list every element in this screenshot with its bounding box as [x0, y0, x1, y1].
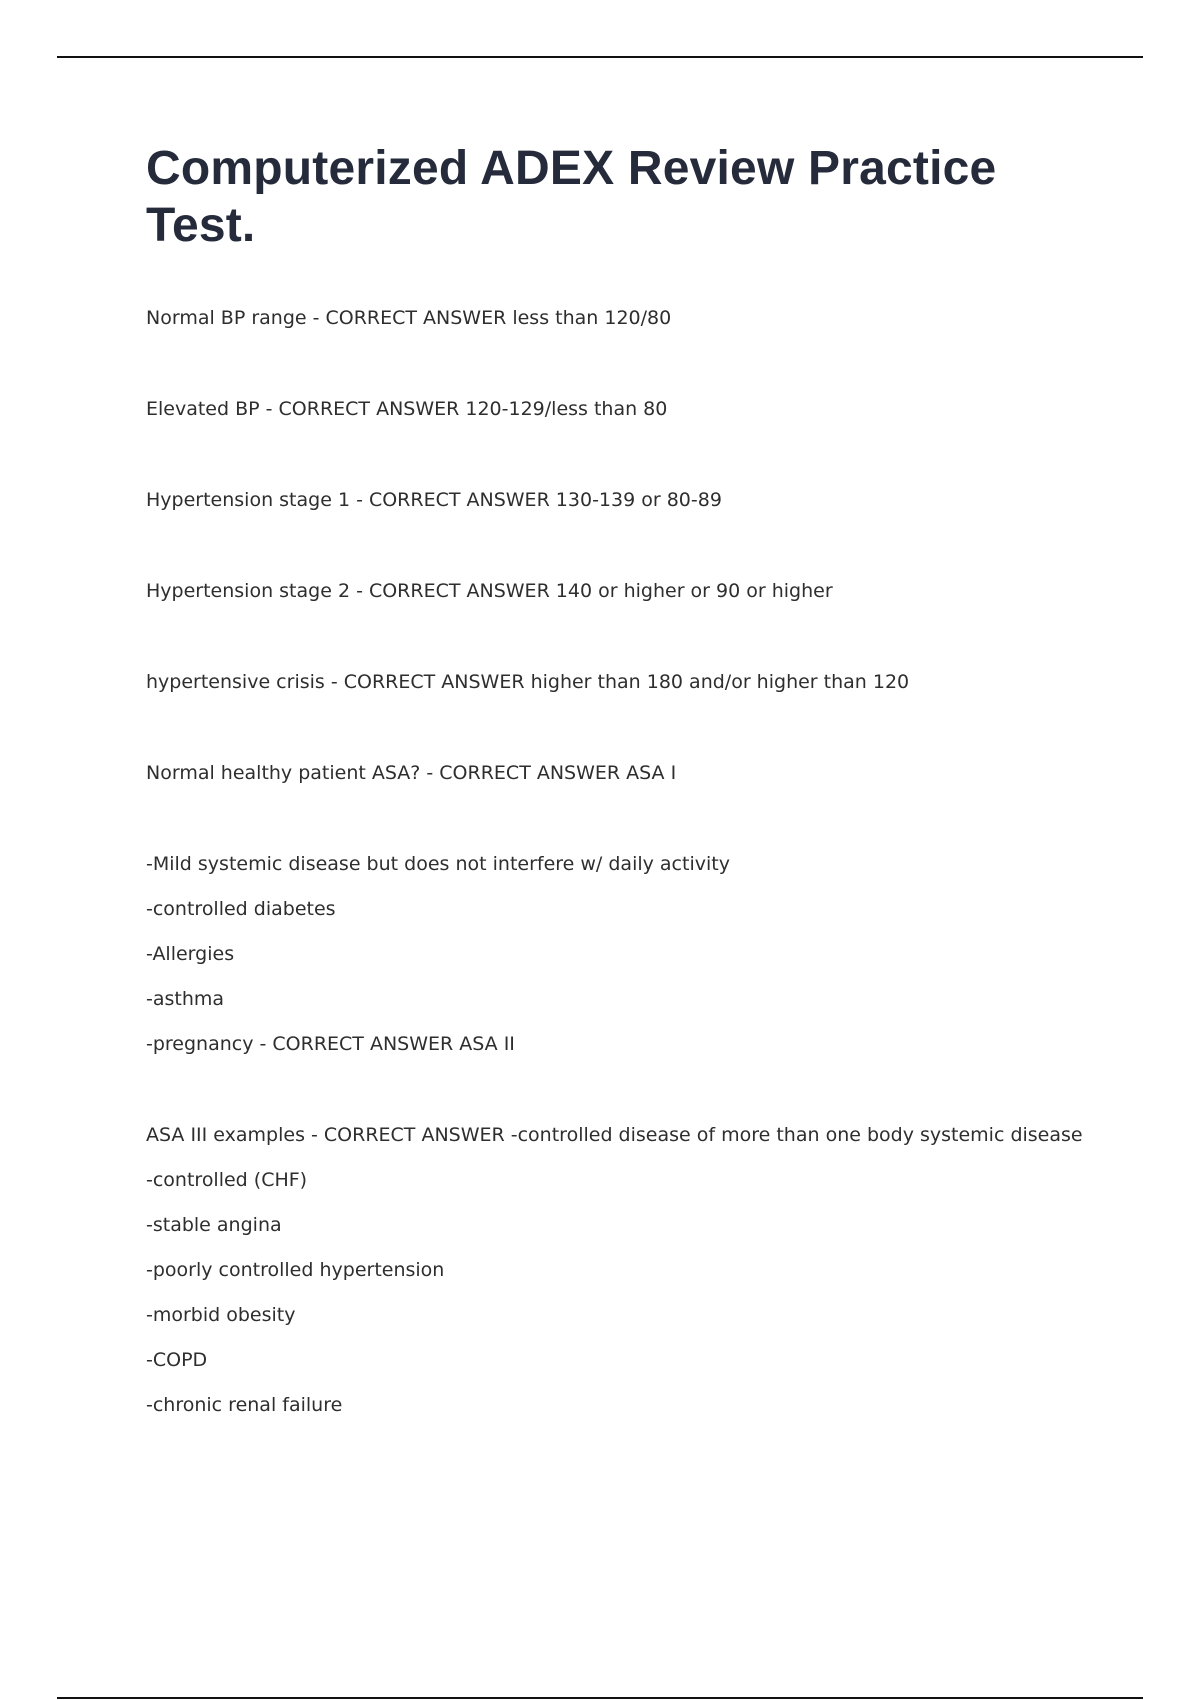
bottom-rule — [57, 1697, 1143, 1699]
qa-line: -Mild systemic disease but does not interfere w/ daily activity — [146, 853, 730, 875]
qa-item-hypertension-stage-1 — [146, 478, 1066, 523]
qa-item-hypertension-stage-2 — [146, 569, 1066, 614]
qa-line: Hypertension stage 2 - CORRECT ANSWER 140 or higher or 90 or higher — [146, 580, 833, 602]
qa-line: -chronic renal failure — [146, 1394, 343, 1416]
qa-item-asa-ii — [146, 842, 1066, 1067]
qa-line: -pregnancy - CORRECT ANSWER ASA II — [146, 1033, 515, 1055]
qa-line: -Allergies — [146, 943, 235, 965]
qa-item-asa-iii — [146, 1113, 1083, 1428]
qa-line: Elevated BP - CORRECT ANSWER 120-129/less than 80 — [146, 398, 668, 420]
qa-item-elevated-bp — [146, 387, 1066, 432]
qa-item-normal-bp — [146, 296, 1066, 341]
qa-line: Normal BP range - CORRECT ANSWER less than 120/80 — [146, 307, 672, 329]
top-rule — [57, 56, 1143, 58]
qa-line: hypertensive crisis - CORRECT ANSWER higher than 180 and/or higher than 120 — [146, 671, 910, 693]
document-title: Computerized ADEX Review Practice Test. — [146, 142, 997, 252]
qa-line: -asthma — [146, 988, 225, 1010]
qa-item-asa-i — [146, 751, 1066, 796]
qa-list — [146, 296, 1083, 1428]
qa-line: ASA III examples - CORRECT ANSWER -controlled disease of more than one body systemic disease — [146, 1124, 1083, 1146]
qa-line: -COPD — [146, 1349, 208, 1371]
qa-line: -stable angina — [146, 1214, 282, 1236]
qa-line: -poorly controlled hypertension — [146, 1259, 445, 1281]
qa-line: -controlled (CHF) — [146, 1169, 308, 1191]
qa-line: Normal healthy patient ASA? - CORRECT ANSWER ASA I — [146, 762, 677, 784]
document-body — [146, 140, 1083, 1474]
qa-line: -controlled diabetes — [146, 898, 336, 920]
qa-line: -morbid obesity — [146, 1304, 296, 1326]
qa-line: Hypertension stage 1 - CORRECT ANSWER 130-139 or 80-89 — [146, 489, 722, 511]
qa-item-hypertensive-crisis — [146, 660, 1066, 705]
